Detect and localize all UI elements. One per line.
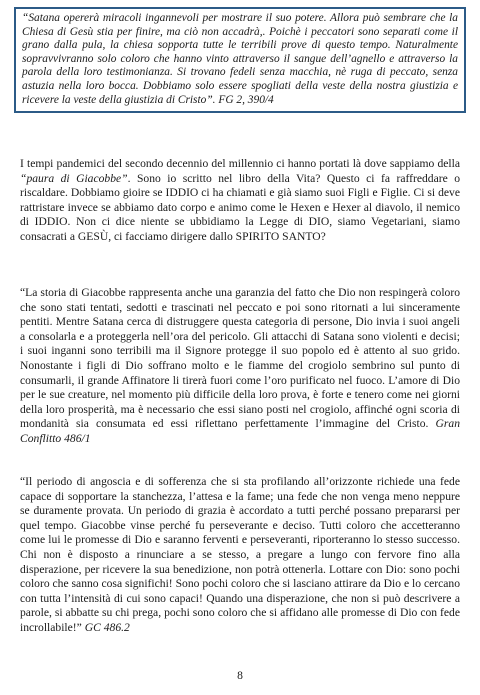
quote-box (14, 7, 466, 113)
paragraph-1-emphasis: “paura di Giacobbe” (20, 171, 128, 185)
quote-citation: FG 2, 390/4 (218, 93, 274, 106)
paragraph-3-text: “Il periodo di angoscia e di sofferenza che si sta profilando all’orizzonte richiede una fede capace di sopportare la stanchezza, l’attesa e la fame; una fede che non venga meno neppure se duramente provata. Un periodo di grazia è accordato a tutti perché possano prepararsi per quel tempo. Giacobbe vinse perché fu perseverante e deciso. Tutti coloro che accetteranno come lui le promesse di Dio e saranno ferventi e perseveranti, riporteranno lo stesso successo. Chi non è disposto a rinunciare a se stesso, a pregare a lungo con fervore fino alla disperazione, per ricevere la sua benedizione, non potrà ottenerla. Lottare con Dio: sono pochi coloro che sanno cosa significhi! Sono pochi coloro che si lasciano attirare da Dio e lo cercano con tutta l’intensità di cui sono capaci! Quando una disperazione, che non si può descrivere a parole, si abbatte su chi prega, pochi sono coloro che si affidano alle promesse di Dio con fede incrollabile!” (20, 475, 460, 634)
paragraph-1-text-a: I tempi pandemici del secondo decennio del millennio ci hanno portati là dove sappiamo della (20, 157, 460, 170)
page-number: 8 (237, 669, 243, 682)
quote-text: “Satana opererà miracoli ingannevoli per mostrare il suo potere. Allora può sembrare che la Chiesa di Gesù stia per finire, ma ciò non accadrà,. Poichè i peccatori sono separati come il grano dalla pula, la chiesa sopporta tutte le terribili prove di questo tempo. Naturalmente sopravvivranno solo coloro che hanno vinto attraverso il sangue dell’agnello e attraverso la parola della loro testimonianza. Si trovano fedeli senza macchia, nè ruga di peccato, senza astuzia nella loro bocca. Dobbiamo solo essere spogliati della veste della nostra giustizia e ricevere la veste della giustizia di Cristo”. (22, 12, 458, 106)
paragraph-2 (20, 286, 460, 447)
paragraph-1-text-b: . Sono io scritto nel libro della Vita? Questo ci fa raffreddare o riscaldare. Dobbiamo gioire se IDDIO ci ha chiamati e già siamo suoi Figli e Figlie. Ci si deve rattristare invece se abbiamo dato corpo e animo come le Hexen e Hexer al diavolo, il nemico di IDDIO. Non ci dice niente se ubbidiamo la Legge di DIO, siamo Vegetariani, siamo consacrati a GESÙ, ci facciamo dirigere dallo SPIRITO SANTO? (20, 171, 460, 243)
paragraph-1 (20, 157, 460, 245)
paragraph-3-citation: GC 486.2 (84, 620, 130, 634)
paragraph-2-text: “La storia di Giacobbe rappresenta anche una garanzia del fatto che Dio non respingerà coloro che sono stati tentati, sedotti e trascinati nel peccato e poi sono ritornati a lui sinceramente pentiti. Mentre Satana cerca di distruggere questa categoria di persone, Dio invia i suoi angeli a consolarla e a proteggerla nell’ora del pericolo. Gli attacchi di Satana sono violenti e decisi; i suoi inganni sono terribili ma il Signore protegge il suo popolo ed è attento al suo grido. Nonostante i figli di Dio soffrano molto e le fiamme del crogiolo sembrino sul punto di consumarli, il grande Affinatore li tirerà fuori come l’oro purificato nel fuoco. L’amore di Dio per le sue creature, nel momento più difficile della loro prova, è forte e tenero come nei giorni della loro prosperità, ma è necessario che essi siano posti nel crogiolo, affinché ogni scoria di mondanità sia consumata ed essi riflettano perfettamente l’immagine del Cristo. (20, 286, 460, 431)
paragraph-3 (20, 475, 460, 636)
paragraph-2-citation: Gran Conflitto 486/1 (20, 417, 460, 445)
